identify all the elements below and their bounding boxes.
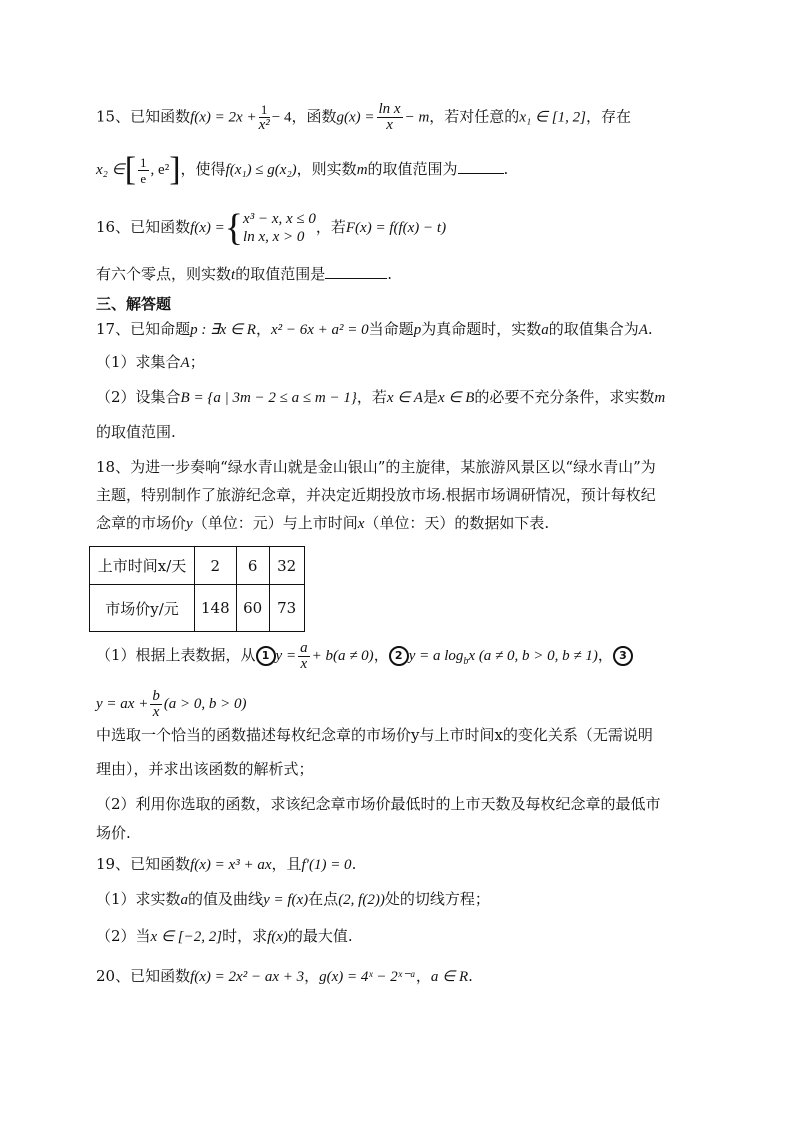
table-row-header: 上市时间x/天 [90, 547, 195, 585]
text: ， [255, 320, 271, 338]
variable: m [356, 162, 368, 178]
q18-line-2: 主题，特别制作了旅游纪念章，并决定近期投放市场.根据市场调研情况，预计每枚纪 [96, 486, 656, 504]
formula: B = {a | 3m − 2 ≤ a ≤ m − 1} [180, 390, 357, 406]
formula: f(x₁) ≤ g(x₂) [225, 162, 297, 178]
variable: a [541, 322, 549, 338]
fraction [150, 689, 162, 720]
text: ，使得 [180, 160, 226, 178]
formula: f(x) = 2x + [190, 109, 257, 126]
q18-line-3 [96, 512, 549, 535]
text: （单位：天）的数据如下表. [364, 514, 550, 532]
formula: x ∈ [−2, 2] [150, 929, 223, 945]
numerator: 1 [140, 154, 147, 170]
q18-part-1-line-2 [96, 686, 247, 721]
q18-part-1-line-3: 中选取一个恰当的函数描述每枚纪念章的市场价y与上市时间x的变化关系（无需说明 [96, 726, 653, 744]
text: 已知函数 [130, 107, 191, 126]
table-row [90, 585, 305, 632]
q16-line-1 [96, 205, 446, 250]
formula: x (a ≠ 0, b > 0, b ≠ 1) [468, 648, 598, 664]
q17-line-1 [96, 318, 653, 341]
question-number: 20、 [96, 967, 131, 985]
formula: − 4 [271, 109, 292, 126]
formula: y = f(x) [263, 892, 309, 908]
table-cell: 148 [195, 585, 237, 632]
bracket: [ [124, 151, 137, 188]
variable: m [654, 390, 666, 406]
text: 有六个零点，则实数 [96, 265, 232, 283]
question-number: 16、 [96, 218, 131, 236]
denominator: x² [258, 117, 270, 133]
formula: (a > 0, b > 0) [163, 696, 247, 712]
text: 的最大值. [287, 927, 353, 945]
denominator: x [300, 655, 308, 672]
answer-blank [325, 264, 387, 279]
question-number: 15、 [96, 107, 131, 126]
fraction [298, 641, 310, 672]
text: 是 [422, 388, 438, 406]
q19-part-1 [96, 888, 490, 911]
formula: g(x) = [336, 109, 375, 126]
q17-part-2-cont [96, 421, 176, 443]
numerator: b [152, 687, 160, 704]
text: （1）求集合 [96, 353, 181, 371]
circled-number: 2 [389, 646, 409, 666]
text: 时，求 [222, 927, 268, 945]
text: （2）当 [96, 927, 151, 945]
text: ，则实数 [296, 160, 357, 178]
table-row [90, 547, 305, 585]
formula: x₁ ∈ [1, 2] [519, 109, 586, 126]
formula: g(x) = 4ˣ − 2ˣ⁻ᵃ [319, 969, 416, 985]
q17-part-1 [96, 351, 205, 374]
text: ， [304, 967, 320, 985]
text: 处的切线方程； [384, 890, 490, 908]
q19-line-1 [96, 853, 356, 876]
piecewise [243, 210, 316, 246]
question-number: 17、 [96, 320, 131, 338]
text: 已知命题 [130, 320, 191, 338]
text: . [468, 967, 473, 985]
formula: F(x) = f(f(x) − t) [345, 220, 447, 236]
text: 的取值集合为 [548, 320, 639, 338]
q15-line-1 [96, 102, 631, 133]
formula: − m [404, 109, 430, 126]
q20-line-1 [96, 965, 473, 988]
circled-number: 3 [613, 646, 633, 666]
variable: A [638, 322, 648, 338]
variable: p [413, 322, 422, 338]
text: （1）求实数 [96, 890, 181, 908]
q17-part-2 [96, 386, 665, 409]
text: 为真命题时，实数 [421, 320, 542, 338]
fraction [259, 102, 270, 133]
variable: a [180, 892, 189, 908]
case: ln x, x > 0 [243, 229, 305, 245]
text: ，若 [315, 218, 346, 236]
variable: t [231, 267, 236, 283]
text: 已知函数 [130, 967, 191, 985]
fraction [138, 155, 149, 186]
q18-part-2-line-1: （2）利用你选取的函数，求该纪念章市场价最低时的上市天数及每枚纪念章的最低市 [96, 795, 661, 813]
text: 的取值范围是 [235, 265, 326, 283]
formula: f(x) = x³ + ax [190, 857, 272, 873]
variable: x [357, 516, 365, 532]
subscript: b [463, 656, 469, 667]
table-cell: 6 [236, 547, 269, 585]
numerator: 1 [259, 102, 270, 118]
text: 已知函数 [130, 855, 191, 873]
table-cell: 32 [269, 547, 304, 585]
text: . [351, 855, 357, 873]
formula: x² − 6x + a² = 0 [270, 322, 369, 338]
formula: (2, f(2)) [338, 892, 385, 908]
formula: y = ax + [96, 696, 149, 712]
denominator: e [140, 170, 147, 186]
table-cell: 60 [236, 585, 269, 632]
case: x³ − x, x ≤ 0 [243, 211, 316, 227]
q16-line-2 [96, 263, 392, 286]
text: （2）设集合 [96, 388, 181, 406]
text: ； [189, 353, 205, 371]
text: （1）根据上表数据，从 [96, 646, 256, 664]
text: . [647, 320, 653, 338]
section-heading: 三、解答题 [96, 295, 172, 313]
formula: f(x) [267, 929, 288, 945]
bracket: ] [169, 151, 181, 188]
text: ，且 [271, 855, 302, 873]
text: . [387, 265, 392, 283]
text: ，函数 [291, 107, 337, 126]
formula: f′(1) = 0 [301, 857, 352, 873]
circled-number: 1 [256, 646, 276, 666]
table-cell: 2 [195, 547, 237, 585]
brace: { [224, 207, 244, 249]
formula: , e² [150, 162, 170, 178]
text: ， [597, 646, 613, 664]
denominator: x [386, 117, 393, 133]
table-cell: 73 [269, 585, 304, 632]
q19-part-2 [96, 925, 353, 948]
numerator: ln x [378, 101, 401, 117]
text: ， [373, 646, 389, 664]
q18-part-2-line-2: 场价. [96, 824, 131, 842]
formula: f(x) = 2x² − ax + 3 [190, 969, 305, 985]
formula: p : ∃x ∈ R [190, 322, 256, 338]
question-number: 19、 [96, 855, 131, 873]
text: 的必要不充分条件，求实数 [474, 388, 655, 406]
text: ，若对任意的 [429, 107, 520, 126]
formula: x ∈ A [386, 390, 423, 406]
q18-line-1: 18、为进一步奏响“绿水青山就是金山银山”的主旋律，某旅游风景区以“绿水青山”为 [96, 458, 656, 476]
text: 已知函数 [130, 218, 191, 236]
formula: f(x) = [190, 220, 225, 236]
numerator: a [300, 639, 308, 656]
text: ， [415, 967, 431, 985]
formula: x₂ ∈ [96, 162, 125, 178]
q18-part-1-line-1 [96, 638, 633, 679]
formula: y = a log [408, 648, 464, 664]
fraction [377, 102, 403, 133]
text: 的取值范围. [96, 423, 176, 441]
formula: + b(a ≠ 0) [311, 648, 374, 664]
formula: a ∈ R [430, 969, 469, 985]
text: （单位：元）与上市时间 [192, 514, 358, 532]
text: 的值及曲线 [188, 890, 264, 908]
formula: y = [275, 648, 297, 664]
q18-part-1-line-4: 理由），并求出该函数的解析式； [96, 760, 314, 778]
text: 在点 [308, 890, 339, 908]
q15-line-2 [96, 152, 508, 187]
answer-blank [458, 159, 504, 174]
variable: y [186, 516, 193, 532]
denominator: x [152, 703, 160, 720]
text: 念章的市场价 [96, 514, 187, 532]
data-table [89, 546, 305, 632]
text: ，存在 [585, 107, 631, 126]
variable: A [180, 355, 190, 371]
table-row-header: 市场价y/元 [90, 585, 195, 632]
text: . [503, 160, 509, 178]
text: ，若 [356, 388, 387, 406]
formula: x ∈ B [437, 390, 475, 406]
text: 当命题 [368, 320, 414, 338]
text: 的取值范围为 [367, 160, 458, 178]
